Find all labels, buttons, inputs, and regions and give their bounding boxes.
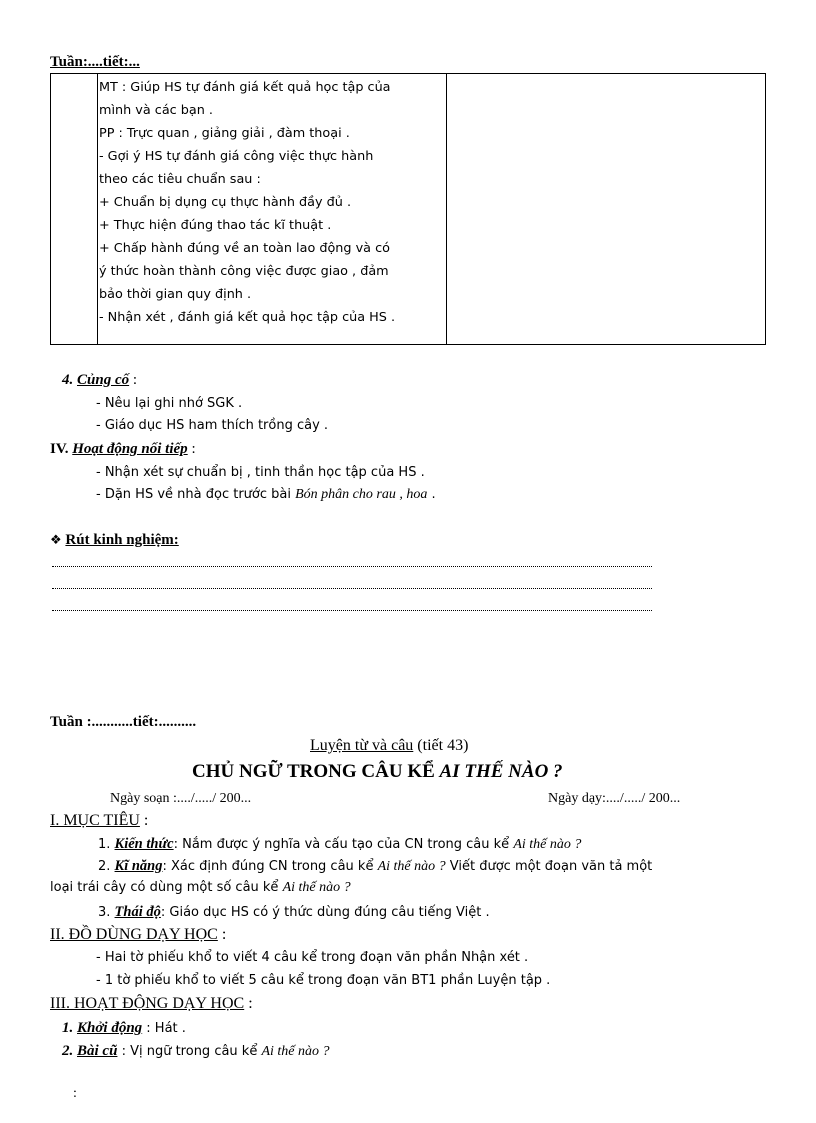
- cung-co-heading: [62, 372, 137, 389]
- subject-line: [310, 737, 468, 755]
- activity-label: Khởi động: [77, 1020, 143, 1036]
- table-line: bảo thời gian quy định .: [99, 287, 252, 302]
- cung-co-colon: :: [129, 372, 138, 388]
- lesson-title-italic: AI THẾ NÀO ?: [439, 761, 563, 782]
- lesson-title-main: CHỦ NGỮ TRONG CÂU KỂ: [192, 761, 440, 782]
- hoat-dong-label: Hoạt động nối tiếp: [72, 441, 188, 457]
- table-line: ý thức hoàn thành công việc được giao , đảm: [99, 264, 389, 279]
- activity-number: 1.: [62, 1020, 77, 1036]
- lesson-title: [192, 761, 563, 783]
- objective-1: [98, 836, 581, 853]
- stray-colon: :: [73, 1086, 77, 1101]
- week-line: Tuần:....tiết:...: [50, 54, 140, 70]
- cung-co-label: Củng cố: [77, 372, 130, 388]
- objective-2: [98, 858, 652, 875]
- rut-kinh-nghiem-label: Rút kinh nghiệm:: [65, 532, 179, 548]
- table-line: theo các tiêu chuẩn sau :: [99, 172, 261, 187]
- table-divider-2: [446, 74, 447, 344]
- objective-number: 2.: [98, 859, 115, 874]
- table-line: - Gợi ý HS tự đánh giá công việc thực hành: [99, 149, 374, 164]
- hoat-dong-heading: [50, 441, 196, 458]
- section-objectives: [50, 812, 148, 830]
- section-activities: [50, 995, 253, 1013]
- activity-2: [62, 1043, 330, 1060]
- objective-text: loại trái cây có dùng một số câu kể: [50, 880, 283, 895]
- objective-number: 1.: [98, 837, 115, 852]
- section-colon: :: [244, 995, 253, 1012]
- table-line: mình và các bạn .: [99, 103, 213, 118]
- diamond-bullet-icon: ❖: [50, 533, 62, 548]
- table-cell-content: [99, 76, 445, 329]
- objective-3: [98, 904, 490, 921]
- dotted-line: [52, 586, 652, 589]
- period-label: (tiết 43): [413, 737, 469, 754]
- objective-label: Kiến thức: [114, 836, 174, 852]
- table-line: PP : Trực quan , giảng giải , đàm thoại .: [99, 126, 350, 141]
- objective-text: : Nắm được ý nghĩa và cấu tạo của CN trong câu kể: [173, 837, 514, 852]
- activity-text: : Hát .: [142, 1021, 186, 1036]
- section-objectives-label: I. MỤC TIÊU: [50, 812, 140, 829]
- date-taught: Ngày dạy:..../...../ 200...: [548, 791, 681, 806]
- tool-item: - 1 tờ phiếu khổ to viết 5 câu kể trong đoạn văn BT1 phần Luyện tập .: [96, 973, 551, 988]
- objective-label: Kĩ năng: [114, 858, 163, 874]
- objective-italic: Ai thế nào ?: [377, 859, 446, 874]
- cung-co-item: - Nêu lại ghi nhớ SGK .: [96, 396, 243, 411]
- activity-table: [50, 73, 766, 345]
- section-colon: :: [217, 926, 227, 943]
- table-line: MT : Giúp HS tự đánh giá kết quả học tập của: [99, 80, 391, 95]
- objective-italic: Ai thế nào ?: [513, 837, 582, 852]
- rut-kinh-nghiem-heading: [50, 532, 179, 549]
- subject-label: Luyện từ và câu: [310, 737, 414, 754]
- activity-1: [62, 1020, 186, 1037]
- dotted-line: [52, 608, 652, 611]
- hoat-dong-colon: :: [187, 441, 196, 457]
- objective-number: 3.: [98, 905, 115, 920]
- objective-text: : Xác định đúng CN trong câu kể: [162, 859, 378, 874]
- section-activities-label: III. HOẠT ĐỘNG DẠY HỌC: [50, 995, 245, 1012]
- table-divider-1: [97, 74, 98, 344]
- activity-number: 2.: [62, 1043, 77, 1059]
- activity-italic: Ai thế nào ?: [261, 1044, 330, 1059]
- date-prepared: Ngày soạn :..../...../ 200...: [110, 791, 252, 806]
- hoat-dong-item: - Nhận xét sự chuẩn bị , tinh thần học tập của HS .: [96, 465, 425, 480]
- section-tools-label: II. ĐỒ DÙNG DẠY HỌC: [50, 926, 218, 943]
- objective-text: : Giáo dục HS có ý thức dùng đúng câu tiếng Việt .: [160, 905, 490, 920]
- section-tools: [50, 926, 226, 944]
- item-text: .: [427, 487, 436, 502]
- cung-co-number: 4.: [62, 372, 74, 388]
- table-line: + Thực hiện đúng thao tác kĩ thuật .: [99, 218, 332, 233]
- activity-text: : Vị ngữ trong câu kể: [117, 1044, 262, 1059]
- table-line: - Nhận xét , đánh giá kết quả học tập của HS .: [99, 310, 396, 325]
- hoat-dong-item: [96, 487, 436, 503]
- objective-italic: Ai thế nào ?: [282, 880, 351, 895]
- activity-label: Bài cũ: [77, 1043, 118, 1059]
- objective-label: Thái độ: [114, 904, 161, 920]
- cung-co-item: - Giáo dục HS ham thích trồng cây .: [96, 418, 329, 433]
- hoat-dong-number: IV.: [50, 441, 69, 457]
- table-line: + Chấp hành đúng về an toàn lao động và có: [99, 241, 390, 256]
- tool-item: - Hai tờ phiếu khổ to viết 4 câu kể trong đoạn văn phần Nhận xét .: [96, 950, 529, 965]
- dotted-line: [52, 564, 652, 567]
- lesson-title-ref: Bón phân cho rau , hoa: [295, 487, 428, 502]
- objective-text: Viết được một đoạn văn tả một: [445, 859, 653, 874]
- section-colon: :: [139, 812, 149, 829]
- item-text: - Dặn HS về nhà đọc trước bài: [96, 487, 296, 502]
- objective-2-continued: [50, 880, 351, 896]
- lesson-week-line: Tuần :...........tiết:..........: [50, 714, 197, 730]
- table-line: + Chuẩn bị dụng cụ thực hành đầy đủ .: [99, 195, 352, 210]
